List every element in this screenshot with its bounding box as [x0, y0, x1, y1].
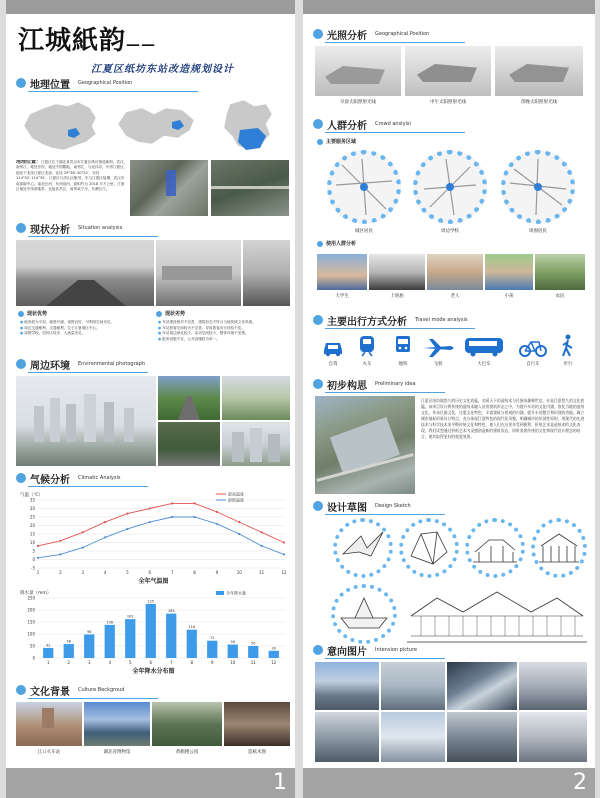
legend-swatch	[216, 591, 224, 595]
people-caption: 上班族	[390, 294, 404, 299]
bar-data-label: 98	[87, 629, 92, 634]
plane-icon	[421, 336, 455, 358]
status-adv-list	[20, 320, 150, 337]
intention-photo-3	[447, 662, 517, 710]
section-bullet-icon	[16, 685, 26, 695]
subsection-bullet-icon	[18, 311, 24, 317]
section-title: 意向图片	[327, 646, 367, 658]
intention-photo-7	[447, 712, 517, 762]
data-point	[149, 521, 151, 523]
page-footer	[303, 768, 595, 798]
x-tick-label: 12	[271, 660, 277, 665]
culture-caption: 黄鹤楼公园	[175, 750, 199, 755]
section-title: 气候分析	[30, 474, 70, 486]
bus-icon	[463, 334, 505, 358]
poster-subtitle: 江夏区纸坊东站改造规划设计	[91, 64, 234, 75]
poster-page-2	[303, 0, 595, 798]
travel-caption: 飞机	[433, 362, 443, 367]
culture-photo-3	[152, 702, 222, 746]
sketch-folded-roof	[399, 518, 459, 578]
bar-data-label: 30	[271, 646, 276, 651]
section-title: 现状分析	[30, 224, 70, 236]
status-photo-2	[156, 240, 241, 306]
area-caption: 周边学校	[441, 229, 459, 234]
x-tick-label: 8	[193, 570, 196, 575]
data-point	[238, 533, 240, 535]
x-tick-label: 2	[67, 660, 71, 665]
data-point	[59, 540, 61, 542]
page-number: 1	[273, 770, 287, 795]
car-icon	[321, 336, 345, 358]
section-underline	[325, 514, 445, 515]
travel-caption: 火车	[362, 362, 372, 367]
temperature-chart	[16, 488, 291, 576]
rainfall-chart-title: 全年降水分布图	[132, 668, 175, 675]
section-title: 初步构思	[327, 380, 367, 392]
geo-paragraph-text: 江夏区位于湖北省武汉市江夏区纸坊街道新街，武汉，南邻江，地处东经，地处中国腹地，南邻江，与北纬市，东邻江夏区，地处于北纬江夏区北部，北纬 29°58′-30°32′，东经 114°02′-114°35′，江夏区与洪山区毗邻，东与江夏区接壤，武汉市南部副中心。南北长河，东西宽河，面积约为 2018 平方公里，江夏区地处中纬度地带，北接武昌区，南邻咸宁市，东濒长江。	[16, 160, 128, 192]
data-point	[193, 516, 195, 518]
section-underline	[28, 372, 148, 373]
people-photo-farmers	[535, 254, 585, 290]
x-tick-label: 1	[46, 660, 50, 665]
intention-photo-6	[381, 712, 445, 762]
section-underline	[325, 132, 465, 133]
section-title: 周边环境	[30, 360, 70, 372]
intention-photo-4	[519, 662, 587, 710]
bar	[269, 651, 279, 658]
data-point	[59, 553, 61, 555]
idea-aerial-photo	[315, 396, 415, 494]
y-tick-label: 25	[29, 514, 35, 520]
travel-caption: 地铁	[398, 362, 408, 367]
section-bullet-icon	[313, 645, 323, 655]
y-tick-label: 20	[29, 523, 35, 528]
section-intention	[313, 642, 417, 658]
bar-data-label: 58	[66, 639, 71, 644]
y-axis-label: 气温（℃）	[20, 493, 44, 498]
walking-icon	[559, 334, 577, 358]
y-tick-label: 10	[29, 540, 35, 545]
list-item: ● 车站旅客空间较为不完善，导致旅客出行体验不佳。	[158, 326, 290, 332]
y-tick-label: 50	[29, 643, 35, 649]
series-line	[38, 503, 284, 546]
page-top-bar	[6, 0, 295, 14]
y-tick-label: 200	[27, 607, 35, 613]
data-point	[216, 511, 218, 513]
poster-title-text: 江城紙韵	[18, 26, 127, 56]
section-title-en: Travel mode analysis	[415, 317, 468, 323]
subway-icon	[393, 334, 413, 358]
y-tick-label: 0	[32, 557, 35, 562]
bar	[84, 634, 94, 658]
x-tick-label: 2	[59, 570, 62, 575]
y-tick-label: 0	[32, 655, 35, 661]
area-diagram-1	[327, 150, 401, 224]
section-underline	[325, 658, 445, 659]
crowd-sub2-title: 使用人群分析	[326, 241, 357, 247]
data-point	[171, 502, 173, 504]
bar	[187, 630, 197, 658]
data-point	[261, 545, 263, 547]
list-item: ● 车站建设相对不完善，建筑形态不符合当地传统文化风貌。	[158, 320, 290, 326]
subsection-bullet-icon	[156, 311, 162, 317]
section-idea	[313, 376, 416, 392]
page-footer	[6, 768, 295, 798]
list-item: ● 周边交通便利，交通便利，位于江夏城区中心。	[20, 326, 150, 332]
data-point	[126, 513, 128, 515]
status-photo-3	[243, 240, 290, 306]
x-tick-label: 4	[108, 660, 112, 665]
section-bullet-icon	[16, 473, 26, 483]
bar	[248, 646, 258, 658]
legend-label: 全年降水量	[226, 590, 246, 596]
bar	[207, 641, 217, 658]
section-title: 主要出行方式分析	[327, 316, 407, 328]
geo-paragraph	[16, 160, 128, 218]
section-title: 文化背景	[30, 686, 70, 698]
light-caption: 傍晚太阳照射光线	[521, 100, 557, 105]
bar-data-label: 185	[167, 609, 175, 614]
section-title: 地理位置	[30, 79, 70, 91]
section-bullet-icon	[313, 379, 323, 389]
crowd-sub1-title: 主要服务区域	[326, 139, 357, 145]
people-caption: 老人	[450, 294, 460, 299]
section-env	[16, 356, 145, 372]
data-point	[283, 553, 285, 555]
section-bullet-icon	[313, 501, 323, 511]
section-title-en: Geographical Position	[375, 31, 430, 37]
culture-caption: 江口火车站	[37, 750, 61, 755]
section-title: 设计草图	[327, 502, 367, 514]
x-tick-label: 3	[81, 570, 85, 575]
sketch-paper-boat	[331, 584, 397, 644]
section-underline	[28, 91, 198, 92]
bar	[105, 625, 115, 658]
list-item: ● 地形较为平坦，地势开阔，视野良好，可利用空间充足。	[20, 320, 150, 326]
section-bullet-icon	[313, 315, 323, 325]
people-caption: 大学生	[335, 294, 349, 299]
travel-caption: 自行车	[526, 362, 540, 367]
x-tick-label: 9	[210, 660, 214, 665]
people-caption: 小孩	[504, 294, 514, 299]
status-dis-title: 现状劣势	[165, 311, 186, 317]
light-caption: 早晨太阳照射光线	[340, 100, 376, 105]
section-underline	[28, 486, 148, 487]
people-photo-workers	[369, 254, 425, 290]
x-tick-label: 8	[190, 660, 194, 665]
section-title-en: Crowd anslyisi	[375, 121, 411, 127]
x-tick-label: 4	[103, 570, 107, 575]
y-tick-label: 30	[29, 506, 35, 511]
poster-page-1	[6, 0, 295, 798]
x-tick-label: 5	[126, 570, 129, 575]
section-underline	[325, 328, 475, 329]
bar	[228, 645, 238, 658]
area-diagram-3	[501, 150, 575, 224]
y-tick-label: 250	[27, 595, 35, 601]
travel-caption: 大巴车	[477, 362, 491, 367]
status-photo-1	[16, 240, 154, 306]
section-crowd	[313, 116, 411, 132]
data-point	[149, 507, 151, 509]
data-point	[193, 502, 195, 504]
section-bullet-icon	[16, 359, 26, 369]
y-tick-label: 35	[29, 497, 35, 503]
series-line	[38, 517, 284, 558]
list-item: ● 周围学校，居民区较多，人流量充足。	[20, 331, 150, 337]
section-travel	[313, 312, 467, 328]
section-bullet-icon	[313, 29, 323, 39]
section-title-en: Climatic Analysis	[78, 475, 121, 481]
rainfall-chart	[16, 588, 291, 666]
env-photo-street	[158, 422, 220, 466]
bar-data-label: 72	[210, 636, 215, 641]
section-title-en: Intension picture	[375, 647, 418, 653]
section-underline	[28, 698, 158, 699]
status-dis-heading	[156, 310, 185, 317]
bar-data-label: 50	[251, 641, 256, 646]
x-tick-label: 10	[236, 570, 242, 575]
x-tick-label: 10	[230, 660, 236, 665]
intention-photo-8	[519, 712, 587, 762]
map-china	[16, 96, 104, 156]
data-point	[238, 521, 240, 523]
x-tick-label: 9	[215, 570, 219, 575]
bar	[43, 648, 53, 658]
section-status	[16, 220, 122, 236]
y-tick-label: 100	[27, 631, 35, 637]
bar-data-label: 225	[147, 599, 155, 604]
bar	[146, 604, 156, 658]
y-tick-label: 15	[29, 531, 35, 537]
data-point	[82, 531, 84, 533]
env-photo-buildings	[222, 422, 290, 466]
bar-data-label: 118	[188, 625, 196, 630]
x-tick-label: 11	[259, 570, 265, 575]
section-title-en: Design Sketch	[375, 503, 411, 509]
x-tick-label: 11	[250, 660, 256, 665]
area-caption: 周围居民	[529, 229, 547, 234]
poster-title-dash: ——	[126, 37, 157, 53]
light-caption: 中午太阳照射光线	[430, 100, 466, 105]
env-photo-road	[158, 376, 220, 420]
section-title: 人群分析	[327, 120, 367, 132]
status-adv-title: 现状优势	[27, 311, 48, 317]
x-tick-label: 6	[149, 660, 153, 665]
culture-photo-1	[16, 702, 82, 746]
area-caption: 城区居民	[355, 229, 373, 234]
section-culture	[16, 682, 124, 698]
subsection-bullet-icon	[317, 139, 323, 145]
x-tick-label: 7	[170, 570, 174, 575]
culture-caption: 湖北省博物馆	[103, 750, 131, 755]
train-icon	[357, 334, 377, 358]
list-item: ● 配套设施不足，公共设施较为单一。	[158, 337, 290, 343]
page-top-bar	[303, 0, 595, 14]
culture-photo-2	[84, 702, 150, 746]
bar	[64, 644, 74, 658]
crowd-sub1-heading	[317, 138, 356, 145]
section-underline	[325, 392, 445, 393]
data-point	[82, 547, 84, 549]
x-tick-label: 7	[169, 660, 173, 665]
x-tick-label: 12	[281, 570, 287, 575]
sketch-main-elevation	[407, 584, 587, 646]
section-climate	[16, 470, 121, 486]
light-model-morning	[315, 46, 401, 96]
env-photo-park	[222, 376, 290, 420]
section-title: 光照分析	[327, 30, 367, 42]
status-adv-heading	[18, 310, 47, 317]
geo-paragraph-lead: 地理位置：	[16, 160, 42, 165]
section-title-en: Preliminary idea	[375, 381, 416, 387]
culture-caption: 造纸术图	[248, 750, 266, 755]
map-wuhan	[210, 96, 290, 156]
legend-label: 最高温度	[228, 491, 244, 497]
travel-caption: 自驾	[328, 362, 338, 367]
intention-photo-1	[315, 662, 379, 710]
status-dis-list	[158, 320, 290, 342]
data-point	[126, 528, 128, 530]
satellite-photo-2	[211, 160, 289, 216]
x-tick-label: 6	[148, 570, 152, 575]
data-point	[37, 557, 39, 559]
section-title-en: Culture Beckgroud	[78, 687, 125, 693]
data-point	[104, 521, 106, 523]
x-tick-label: 3	[87, 660, 91, 665]
people-photo-elderly	[427, 254, 483, 290]
intention-photo-5	[315, 712, 379, 762]
y-tick-label: 150	[27, 619, 35, 625]
travel-caption: 步行	[563, 362, 573, 367]
y-tick-label: 5	[32, 548, 35, 554]
sketch-station-view	[465, 518, 525, 578]
bar	[166, 614, 176, 658]
poster-title	[18, 20, 156, 57]
section-underline	[28, 236, 158, 237]
sketch-paper-crane	[333, 518, 393, 578]
people-caption: 农民	[555, 294, 565, 299]
data-point	[37, 545, 39, 547]
data-point	[171, 516, 173, 518]
idea-paragraph: 江夏区纸坊镇悠久的历史文化底蕴，名闻天下的造纸术与民族英雄韩世忠，亦是江夏悠久的文化底蕴。该项目设计将传统的造纸术融入站房建筑形态之中，为提升车站的文化内涵，依托当地的造纸文化，传承民族文化，注重文化特色，丰富建筑与景观的内涵，提升车站整合和识别的功能。确立城市地标形象设计特点，充分体现江夏特色的现代化风貌。明确城市的识别性原则，用现代的先进技术与科学技术来平衡传统文化和特色，使人们在这里享受到便利，折纸艺术是造纸术的文化表现，我们试想通过折纸艺术为灵感创造新的建筑形态，同时表现传统的文化和现代设计理念的结合，使其取得更好的视觉效果。	[421, 398, 585, 439]
map-hubei	[112, 96, 202, 156]
x-tick-label: 5	[128, 660, 132, 665]
bar-data-label: 138	[106, 620, 114, 625]
section-title-en: Geographical Position	[78, 80, 133, 86]
data-point	[216, 523, 218, 525]
people-photo-students	[317, 254, 367, 290]
bar-data-label: 42	[46, 643, 51, 648]
subsection-bullet-icon	[317, 241, 323, 247]
data-point	[283, 541, 285, 543]
section-geo	[16, 75, 132, 91]
data-point	[104, 536, 106, 538]
section-bullet-icon	[16, 223, 26, 233]
list-item: ● 车站周边绿化较少，活动空间较少，整体环境不美观。	[158, 331, 290, 337]
section-bullet-icon	[16, 78, 26, 88]
section-light	[313, 26, 429, 42]
data-point	[261, 531, 263, 533]
bicycle-icon	[519, 336, 547, 358]
area-diagram-2	[413, 150, 487, 224]
culture-photo-4	[224, 702, 290, 746]
people-photo-children	[485, 254, 533, 290]
light-model-noon	[405, 46, 491, 96]
sketch-facade	[531, 518, 587, 578]
env-photo-skyline	[16, 376, 156, 466]
section-title-en: Situation analysis	[78, 225, 123, 231]
crowd-sub2-heading	[317, 240, 356, 247]
intention-photo-2	[381, 662, 445, 710]
section-underline	[325, 42, 465, 43]
x-tick-label: 1	[36, 570, 40, 575]
satellite-photo-1	[130, 160, 208, 216]
y-axis-label: 降水量（mm）	[20, 591, 52, 596]
page-number: 2	[573, 770, 587, 795]
y-tick-label: -5	[31, 565, 35, 571]
temperature-chart-title: 全年气温图	[138, 578, 169, 585]
section-sketch	[313, 498, 411, 514]
light-model-evening	[495, 46, 583, 96]
bar-data-label: 162	[126, 614, 134, 619]
bar-data-label: 56	[230, 640, 235, 645]
section-bullet-icon	[313, 119, 323, 129]
bar	[125, 619, 135, 658]
legend-label: 最低温度	[228, 497, 244, 503]
section-title-en: Environmental photograph	[78, 361, 146, 367]
